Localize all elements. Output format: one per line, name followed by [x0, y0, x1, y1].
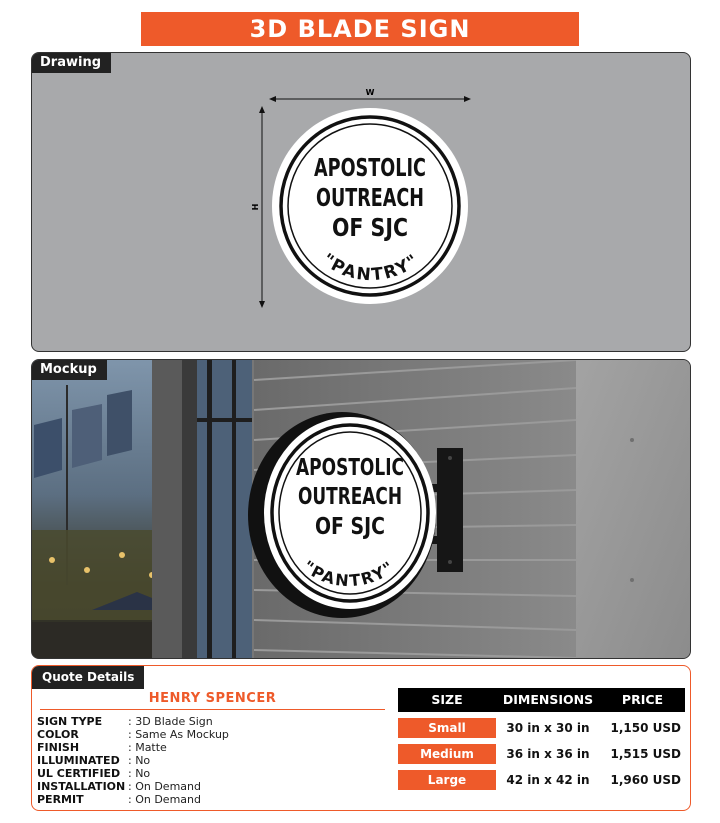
- sign-line-2: OUTREACH: [316, 183, 424, 212]
- detail-value: : No: [128, 767, 151, 780]
- window-frame-right: [182, 360, 197, 658]
- detail-value: : On Demand: [128, 780, 201, 793]
- detail-row: [37, 741, 229, 754]
- mockup-panel: [31, 359, 691, 659]
- detail-row: [37, 793, 229, 806]
- detail-row: [37, 715, 229, 728]
- window-transom: [197, 418, 252, 422]
- window-mullion-1: [207, 360, 212, 658]
- concrete-hole-1: [630, 438, 634, 442]
- price-cell: 1,515 USD: [610, 747, 681, 761]
- width-label: W: [365, 88, 375, 97]
- mockup-sign-line-3: OF SJC: [315, 514, 385, 540]
- size-price-table: [398, 688, 685, 790]
- detail-value: : 3D Blade Sign: [128, 715, 213, 728]
- sign-line-1: APOSTOLIC: [314, 153, 426, 182]
- detail-value: : No: [128, 754, 151, 767]
- flag-1: [34, 418, 62, 478]
- price-cell: 1,960 USD: [610, 773, 681, 787]
- detail-label: COLOR: [37, 728, 79, 741]
- customer-name: HENRY SPENCER: [40, 691, 385, 710]
- header-dimensions: DIMENSIONS: [502, 692, 594, 707]
- price-cell: 1,150 USD: [610, 721, 681, 735]
- mockup-sign-line-2: OUTREACH: [298, 484, 402, 510]
- table-row: [398, 744, 685, 764]
- quote-tab: Quote Details: [32, 666, 144, 689]
- size-option-medium[interactable]: Medium: [398, 744, 496, 764]
- detail-row: [37, 728, 229, 741]
- detail-value: : Same As Mockup: [128, 728, 229, 741]
- detail-value: : Matte: [128, 741, 167, 754]
- mockup-sign-arc-text: "PANTRY": [299, 556, 399, 591]
- table-header: [398, 688, 685, 712]
- bracket-bolt-2: [448, 560, 452, 564]
- detail-row: [37, 754, 229, 767]
- mockup-sign-line-1: APOSTOLIC: [296, 455, 404, 481]
- drawing-tab: Drawing: [32, 53, 111, 73]
- size-option-large[interactable]: Large: [398, 770, 496, 790]
- size-option-small[interactable]: Small: [398, 718, 496, 738]
- detail-label: FINISH: [37, 741, 80, 754]
- detail-label: ILLUMINATED: [37, 754, 120, 767]
- detail-label: PERMIT: [37, 793, 84, 806]
- light-2: [84, 567, 90, 573]
- dimensions-cell: 36 in x 36 in: [506, 747, 590, 761]
- mockup-photo: [32, 360, 690, 658]
- detail-value: : On Demand: [128, 793, 201, 806]
- detail-label: INSTALLATION: [37, 780, 126, 793]
- concrete-pillar: [576, 360, 690, 658]
- drawing-canvas: [32, 53, 690, 351]
- sign-arc-text: "PANTRY": [318, 249, 424, 286]
- header-size: SIZE: [431, 692, 463, 707]
- window-glass: [197, 360, 252, 658]
- detail-label: SIGN TYPE: [37, 715, 103, 728]
- window-mullion-2: [232, 360, 236, 658]
- detail-label: UL CERTIFIED: [37, 767, 121, 780]
- dimensions-cell: 30 in x 30 in: [506, 721, 590, 735]
- mockup-tab: Mockup: [32, 360, 107, 380]
- flag-2: [72, 404, 102, 468]
- flag-3: [107, 390, 132, 456]
- light-3: [119, 552, 125, 558]
- light-1: [49, 557, 55, 563]
- dimensions-cell: 42 in x 42 in: [506, 773, 590, 787]
- wall-bracket-plate: [437, 448, 463, 572]
- quote-details-list: [37, 715, 229, 806]
- drawing-panel: [31, 52, 691, 352]
- window-frame-left: [152, 360, 182, 658]
- sign-line-3: OF SJC: [332, 213, 408, 242]
- bracket-bolt-1: [448, 456, 452, 460]
- detail-row: [37, 780, 229, 793]
- concrete-hole-2: [630, 578, 634, 582]
- quote-panel: [31, 665, 691, 811]
- header-price: PRICE: [621, 692, 664, 707]
- page-title: 3D BLADE SIGN: [141, 12, 579, 46]
- detail-row: [37, 767, 229, 780]
- height-label: H: [251, 203, 260, 211]
- table-row: [398, 770, 685, 790]
- table-row: [398, 718, 685, 738]
